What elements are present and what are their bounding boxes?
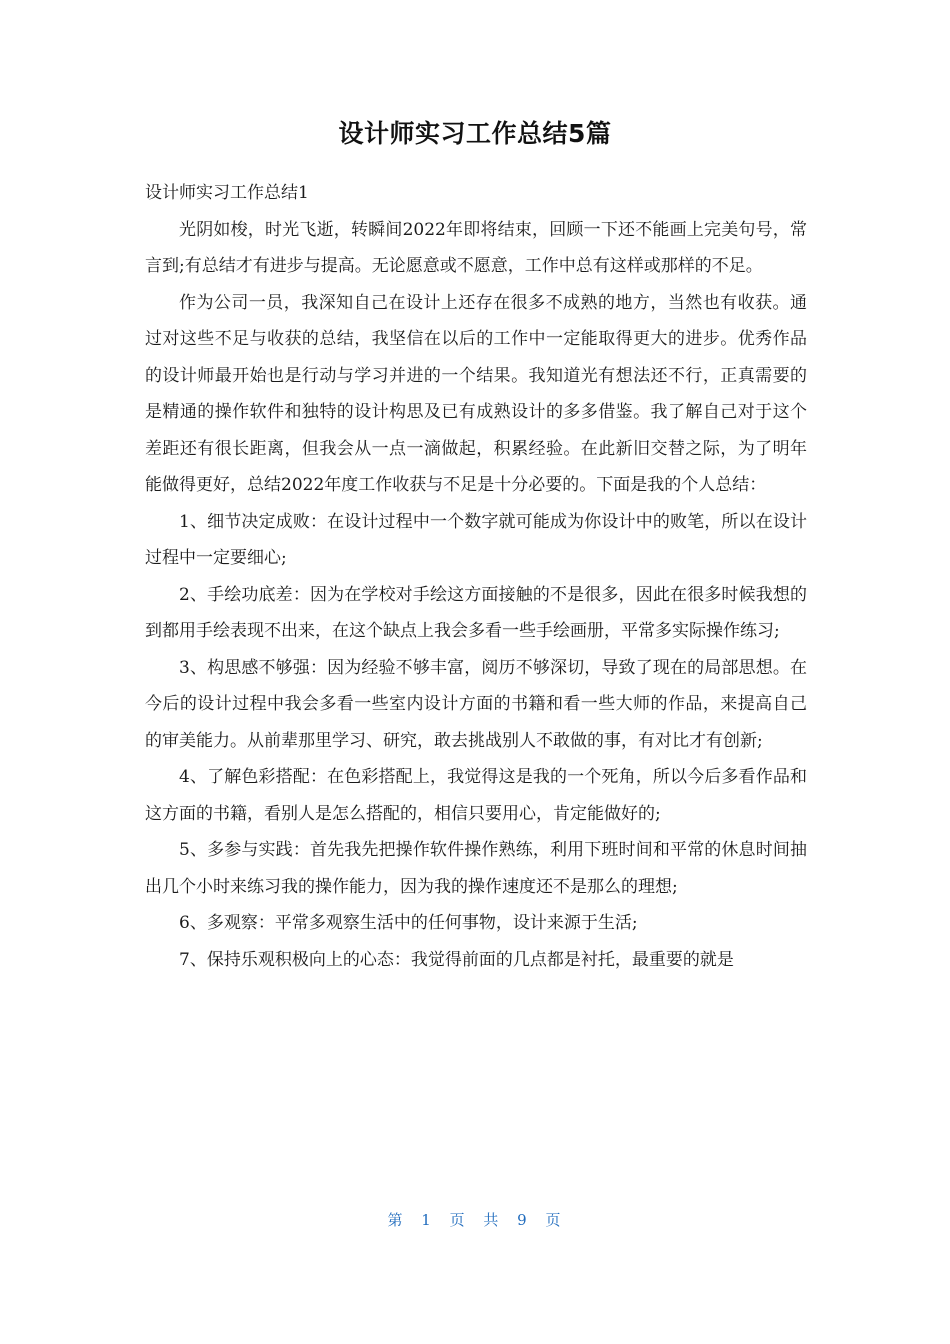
- paragraph-point-7: 7、保持乐观积极向上的心态：我觉得前面的几点都是衬托，最重要的就是: [179, 949, 734, 970]
- paragraph-overview: 作为公司一员，我深知自己在设计上还存在很多不成熟的地方，当然也有收获。通过对这些不足与收获的总结，我坚信在以后的工作中一定能取得更大的进步。优秀作品的设计师最开始也是行动与学习并进的一个结果。我知道光有想法还不行，正真需要的是精通的操作软件和独特的设计构思及已有成熟设计的多多借鉴。我了解自己对于这个差距还有很长距离，但我会从一点一滴做起，积累经验。在此新旧交替之际，为了明年能做得更好，总结2022年度工作收获与不足是十分必要的。下面是我的个人总结：: [145, 292, 807, 495]
- paragraph-point-5: 5、多参与实践：首先我先把操作软件操作熟练，利用下班时间和平常的休息时间抽出几个小时来练习我的操作能力，因为我的操作速度还不是那么的理想;: [145, 840, 807, 897]
- paragraph-point-4: 4、了解色彩搭配：在色彩搭配上，我觉得这是我的一个死角，所以今后多看作品和这方面的书籍，看别人是怎么搭配的，相信只要用心，肯定能做好的;: [145, 767, 807, 824]
- paragraph-point-1: 1、细节决定成败：在设计过程中一个数字就可能成为你设计中的败笔，所以在设计过程中一定要细心;: [145, 511, 807, 568]
- paragraph-point-3: 3、构思感不够强：因为经验不够丰富，阅历不够深切，导致了现在的局部思想。在今后的设计过程中我会多看一些室内设计方面的书籍和看一些大师的作品，来提高自己的审美能力。从前辈那里学习、研究，敢去挑战别人不敢做的事，有对比才有创新;: [145, 657, 807, 751]
- paragraph-point-2: 2、手绘功底差：因为在学校对手绘这方面接触的不是很多，因此在很多时候我想的到都用手绘表现不出来，在这个缺点上我会多看一些手绘画册，平常多实际操作练习;: [145, 584, 807, 641]
- page-number-footer: 第 1 页 共 9 页: [387, 1211, 563, 1229]
- paragraph-intro: 光阴如梭，时光飞逝，转瞬间2022年即将结束，回顾一下还不能画上完美句号，常言到;有总结才有进步与提高。无论愿意或不愿意，工作中总有这样或那样的不足。: [145, 219, 807, 276]
- paragraph-point-6: 6、多观察：平常多观察生活中的任何事物，设计来源于生活;: [179, 913, 638, 933]
- document-body: [145, 175, 807, 978]
- section-heading: 设计师实习工作总结1: [145, 183, 309, 203]
- document-title: 设计师实习工作总结5篇: [338, 119, 612, 148]
